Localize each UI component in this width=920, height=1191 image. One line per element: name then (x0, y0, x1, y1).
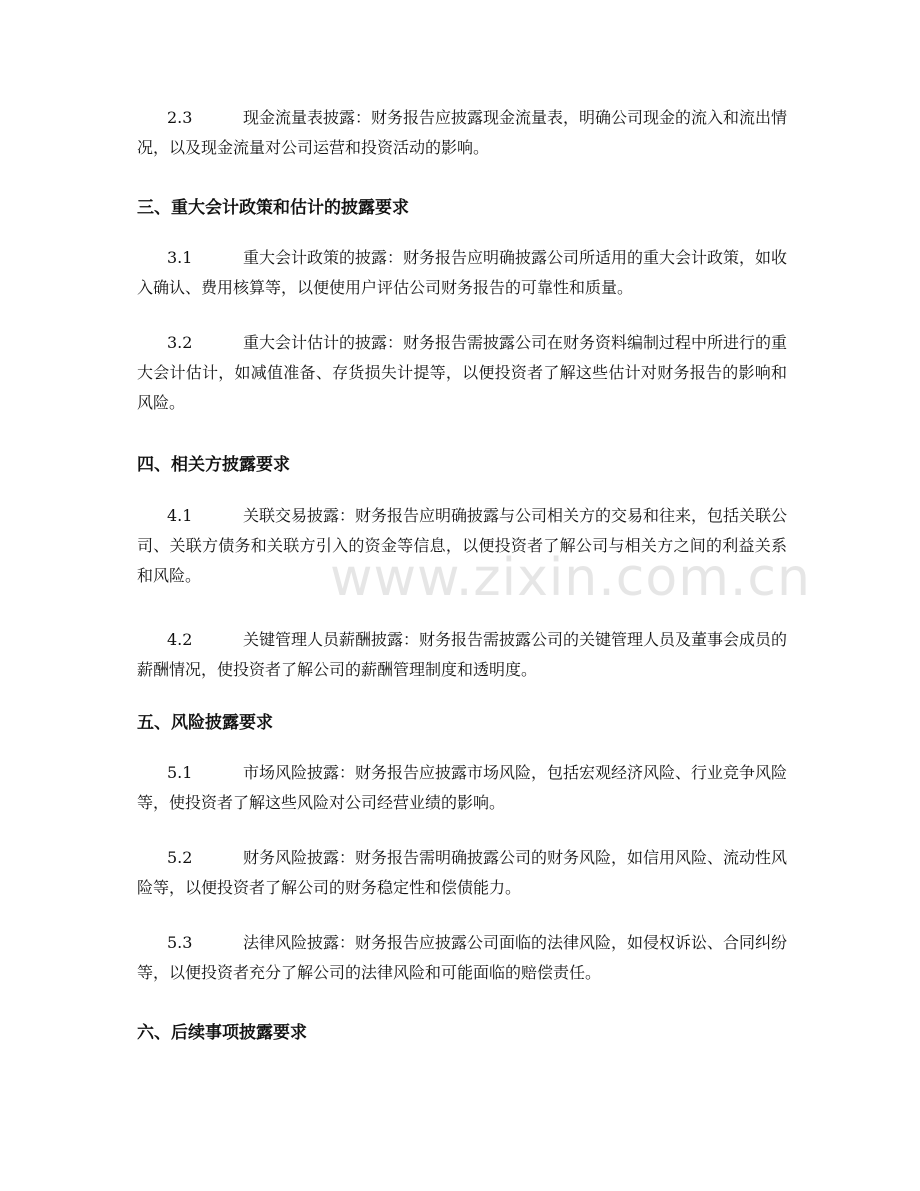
paragraph-number: 4.1 (167, 506, 193, 525)
paragraph-number: 5.3 (167, 933, 193, 952)
watermark: www.zixin.com.cn (330, 548, 811, 608)
paragraph-3-2 (137, 328, 787, 418)
paragraph-text: 法律风险披露：财务报告应披露公司面临的法律风险，如侵权诉讼、合同纠纷等，以便投资者充分了解公司的法律风险和可能面临的赔偿责任。 (137, 933, 788, 982)
paragraph-text: 关联交易披露：财务报告应明确披露与公司相关方的交易和往来，包括关联公司、关联方债务和关联方引入的资金等信息，以便投资者了解公司与相关方之间的利益关系和风险。 (137, 506, 788, 585)
paragraph-number: 4.2 (167, 630, 193, 649)
paragraph-number: 3.2 (167, 333, 193, 352)
paragraph-4-1 (137, 501, 787, 591)
paragraph-2-3 (137, 103, 787, 163)
paragraph-text: 重大会计估计的披露：财务报告需披露公司在财务资料编制过程中所进行的重大会计估计，如减值准备、存货损失计提等，以便投资者了解这些估计对财务报告的影响和风险。 (137, 333, 788, 412)
paragraph-text: 重大会计政策的披露：财务报告应明确披露公司所适用的重大会计政策，如收入确认、费用核算等，以便使用户评估公司财务报告的可靠性和质量。 (137, 248, 788, 297)
paragraph-number: 5.1 (167, 763, 193, 782)
paragraph-5-2 (137, 843, 787, 903)
paragraph-4-2 (137, 625, 787, 685)
paragraph-text: 财务风险披露：财务报告需明确披露公司的财务风险，如信用风险、流动性风险等，以便投资者了解公司的财务稳定性和偿债能力。 (137, 848, 788, 897)
heading-section-5: 五、风险披露要求 (137, 713, 273, 733)
heading-section-3: 三、重大会计政策和估计的披露要求 (137, 198, 409, 218)
paragraph-3-1 (137, 243, 787, 303)
heading-section-6: 六、后续事项披露要求 (137, 1023, 307, 1043)
paragraph-text: 关键管理人员薪酬披露：财务报告需披露公司的关键管理人员及董事会成员的薪酬情况，使投资者了解公司的薪酬管理制度和透明度。 (137, 630, 788, 679)
paragraph-5-1 (137, 758, 787, 818)
paragraph-number: 5.2 (167, 848, 193, 867)
paragraph-text: 现金流量表披露：财务报告应披露现金流量表，明确公司现金的流入和流出情况，以及现金流量对公司运营和投资活动的影响。 (137, 108, 788, 157)
paragraph-text: 市场风险披露：财务报告应披露市场风险，包括宏观经济风险、行业竞争风险等，使投资者了解这些风险对公司经营业绩的影响。 (137, 763, 788, 812)
paragraph-number: 3.1 (167, 248, 193, 267)
paragraph-number: 2.3 (167, 108, 193, 127)
heading-section-4: 四、相关方披露要求 (137, 455, 290, 475)
paragraph-5-3 (137, 928, 787, 988)
